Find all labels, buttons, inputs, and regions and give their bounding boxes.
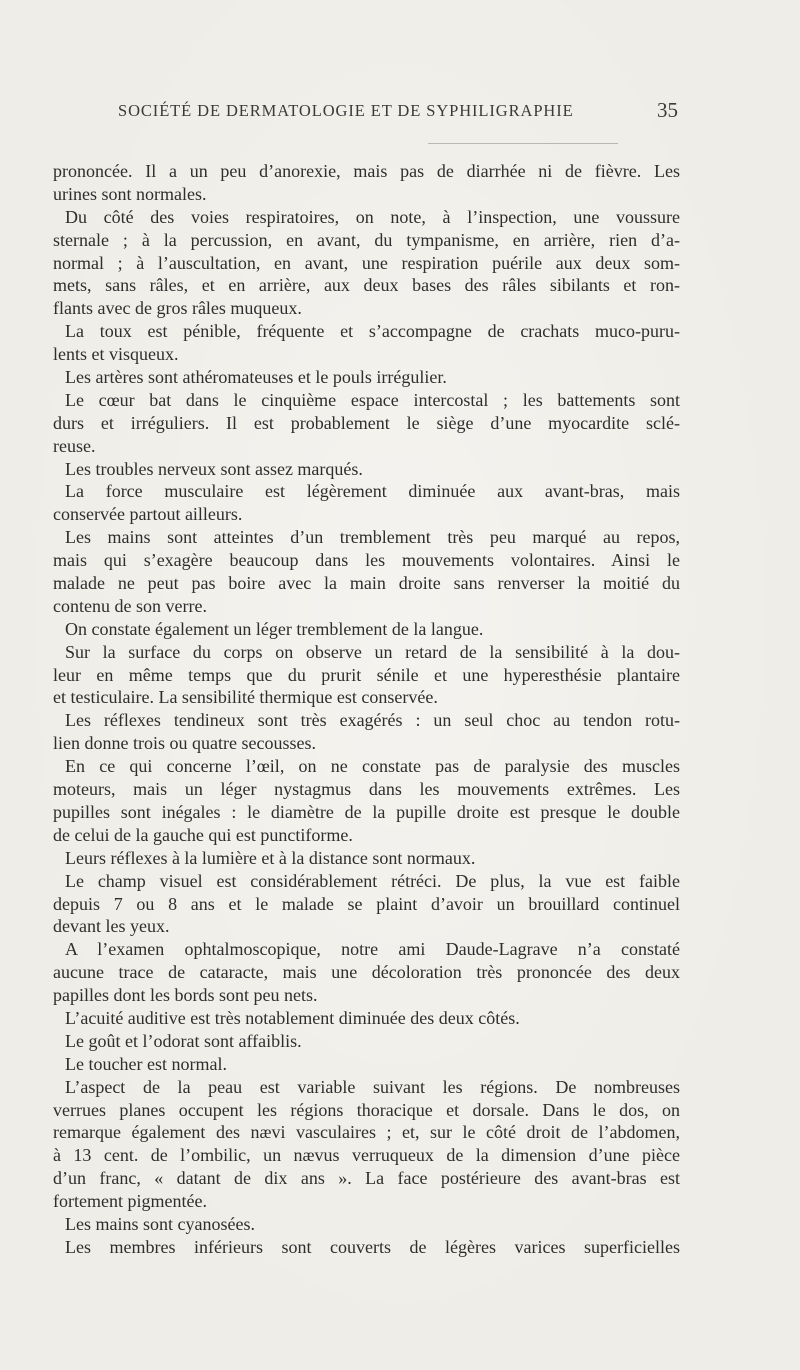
text-line: mais qui s’exagère beaucoup dans les mouvements volontaires. Ainsi le bbox=[53, 550, 680, 571]
text-line: verrues planes occupent les régions thoracique et dorsale. Dans le dos, on bbox=[53, 1099, 680, 1120]
page-number: 35 bbox=[657, 98, 678, 122]
text-line: Les mains sont atteintes d’un tremblement très peu marqué au repos, bbox=[65, 527, 680, 548]
text-line: reuse. bbox=[53, 435, 96, 456]
text-line: urines sont normales. bbox=[53, 183, 207, 204]
text-line: malade ne peut pas boire avec la main droite sans renverser la moitié du bbox=[53, 573, 680, 594]
text-line: remarque également des nævi vasculaires ; et, sur le côté droit de l’abdomen, bbox=[53, 1122, 680, 1143]
text-line: Le toucher est normal. bbox=[65, 1053, 227, 1074]
text-line: à 13 cent. de l’ombilic, un nævus verruqueux de la dimension d’une pièce bbox=[53, 1145, 680, 1166]
text-line: conservée partout ailleurs. bbox=[53, 504, 243, 525]
text-line: depuis 7 ou 8 ans et le malade se plaint d’avoir un brouillard continuel bbox=[53, 893, 680, 914]
text-line: mets, sans râles, et en arrière, aux deux bases des râles sibilants et ron- bbox=[53, 275, 680, 296]
text-line: sternale ; à la percussion, en avant, du tympanisme, en arrière, rien d’a- bbox=[53, 229, 680, 250]
text-line: Le champ visuel est considérablement rétréci. De plus, la vue est faible bbox=[65, 870, 680, 891]
text-line: d’un franc, « datant de dix ans ». La face postérieure des avant-bras est bbox=[53, 1168, 680, 1189]
text-line: Sur la surface du corps on observe un retard de la sensibilité à la dou- bbox=[65, 641, 680, 662]
text-line: Le goût et l’odorat sont affaiblis. bbox=[65, 1030, 302, 1051]
text-line: Du côté des voies respiratoires, on note, à l’inspection, une voussure bbox=[65, 206, 680, 227]
text-line: Les artères sont athéromateuses et le pouls irrégulier. bbox=[65, 367, 447, 388]
body-text bbox=[53, 160, 680, 1259]
text-line: La toux est pénible, fréquente et s’accompagne de crachats muco-puru- bbox=[65, 321, 680, 342]
text-line: aucune trace de cataracte, mais une décoloration très prononcée des deux bbox=[53, 962, 680, 983]
text-line: pupilles sont inégales : le diamètre de la pupille droite est presque le double bbox=[53, 801, 680, 822]
running-title: SOCIÉTÉ DE DERMATOLOGIE ET DE SYPHILIGRAPHIE bbox=[118, 101, 574, 120]
text-line: devant les yeux. bbox=[53, 916, 170, 937]
text-line: durs et irréguliers. Il est probablement le siège d’une myocardite sclé- bbox=[53, 412, 680, 433]
text-line: leur en même temps que du prurit sénile et une hyperesthésie plantaire bbox=[53, 664, 680, 685]
text-line: flants avec de gros râles muqueux. bbox=[53, 298, 302, 319]
text-line: contenu de son verre. bbox=[53, 595, 207, 616]
text-line: fortement pigmentée. bbox=[53, 1191, 207, 1212]
text-line: Les mains sont cyanosées. bbox=[65, 1213, 255, 1234]
text-line: En ce qui concerne l’œil, on ne constate pas de paralysie des muscles bbox=[65, 756, 680, 777]
header-rule bbox=[428, 143, 618, 144]
text-line: prononcée. Il a un peu d’anorexie, mais pas de diarrhée ni de fièvre. Les bbox=[53, 161, 680, 181]
text-line: A l’examen ophtalmoscopique, notre ami Daude-Lagrave n’a constaté bbox=[65, 939, 680, 960]
text-line: normal ; à l’auscultation, en avant, une respiration puérile aux deux som- bbox=[53, 252, 680, 273]
text-line: Les troubles nerveux sont assez marqués. bbox=[65, 458, 363, 479]
text-line: moteurs, mais un léger nystagmus dans les mouvements extrêmes. Les bbox=[53, 779, 680, 800]
text-line: lien donne trois ou quatre secousses. bbox=[53, 733, 316, 754]
text-line: papilles dont les bords sont peu nets. bbox=[53, 985, 318, 1006]
text-line: La force musculaire est légèrement diminuée aux avant-bras, mais bbox=[65, 481, 680, 502]
text-line: L’aspect de la peau est variable suivant les régions. De nombreuses bbox=[65, 1076, 680, 1097]
text-line: et testiculaire. La sensibilité thermique est conservée. bbox=[53, 687, 438, 708]
text-line: L’acuité auditive est très notablement diminuée des deux côtés. bbox=[65, 1007, 520, 1028]
text-line: On constate également un léger tremblement de la langue. bbox=[65, 618, 484, 639]
text-line: Les membres inférieurs sont couverts de légères varices superficielles bbox=[65, 1236, 680, 1257]
text-line: Leurs réflexes à la lumière et à la distance sont normaux. bbox=[65, 847, 476, 868]
text-line: Le cœur bat dans le cinquième espace intercostal ; les battements sont bbox=[65, 389, 680, 410]
text-line: de celui de la gauche qui est punctiforme. bbox=[53, 824, 353, 845]
text-line: Les réflexes tendineux sont très exagérés : un seul choc au tendon rotu- bbox=[65, 710, 680, 731]
text-line: lents et visqueux. bbox=[53, 344, 179, 365]
running-head bbox=[118, 98, 678, 131]
